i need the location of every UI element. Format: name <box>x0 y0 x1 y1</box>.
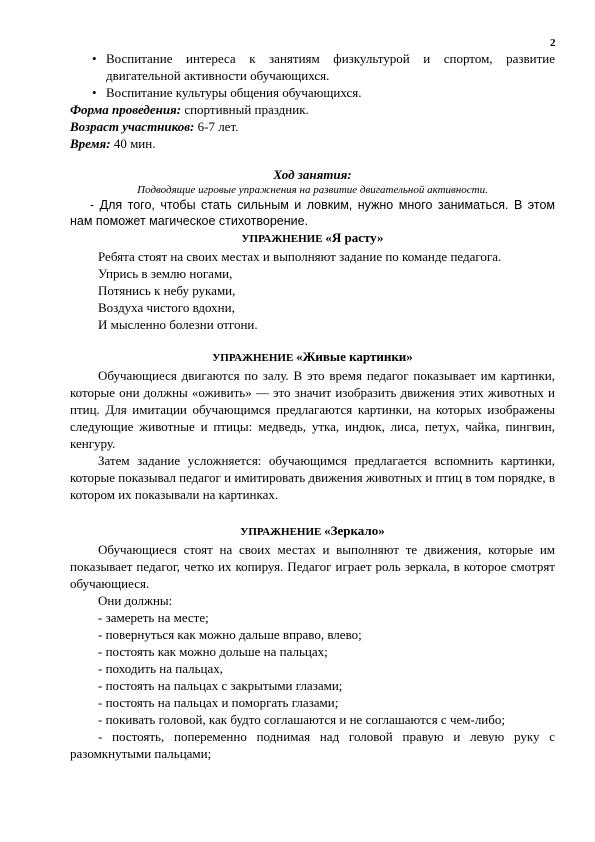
time-label: Время: <box>70 136 111 151</box>
exercise-name: «Я расту» <box>325 230 384 245</box>
form-label: Форма проведения: <box>70 102 182 117</box>
page-body <box>70 50 555 762</box>
lesson-subtitle: Подводящие игровые упражнения на развитие двигательной активности. <box>137 184 488 196</box>
age-line <box>70 118 555 135</box>
age-value: 6-7 лет. <box>194 119 239 134</box>
list-item: - походить на пальцах, <box>98 661 223 676</box>
intro-paragraph: - Для того, чтобы стать сильным и ловким, нужно много заниматься. В этом нам поможет магическое стихотворение. <box>70 198 555 228</box>
bullet-item <box>70 84 555 101</box>
poem-line: Воздуха чистого вдохни, <box>98 300 235 315</box>
poem-line: Потянись к небу руками, <box>98 283 236 298</box>
list-item: - постоять на пальцах и поморгать глазами; <box>98 695 339 710</box>
exercise-3-must: Они должны: <box>98 593 173 608</box>
list-item: - покивать головой, как будто соглашаются и не соглашаются с чем-либо; <box>98 712 505 727</box>
exercise-2-heading <box>70 348 555 367</box>
form-value: спортивный праздник. <box>181 102 309 117</box>
bullet-icon: • <box>92 51 97 66</box>
list-item-last: - постоять, попеременно поднимая над головой правую и левую руку с разомкнутыми пальцами; <box>70 729 555 761</box>
page-number: 2 <box>550 37 556 49</box>
list-item: - повернуться как можно дальше вправо, влево; <box>98 627 362 642</box>
bullet-text: Воспитание интереса к занятиям физкультурой и спортом, развитие двигательной активности обучающихся. <box>106 51 555 83</box>
time-line <box>70 135 555 152</box>
exercise-2-paragraph: Затем задание усложняется: обучающимся предлагается вспомнить картинки, которые показывал педагог и имитировать движения животных и птиц в том порядке, в котором их показывали на картинках. <box>70 453 555 502</box>
exercise-1-heading <box>70 229 555 248</box>
bullet-item <box>70 50 555 84</box>
exercise-name: «Живые картинки» <box>296 349 413 364</box>
lesson-title: Ход занятия: <box>273 167 352 182</box>
poem-line: И мысленно болезни отгони. <box>98 317 258 332</box>
exercise-3-paragraph: Обучающиеся стоят на своих местах и выполняют те движения, которые им показывает педагог, четко их копируя. Педагог играет роль зеркала, в которое смотрят обучающиеся. <box>70 542 555 591</box>
poem-line: Упрись в землю ногами, <box>98 266 233 281</box>
exercise-name: «Зеркало» <box>324 523 385 538</box>
list-item: - постоять как можно дольше на пальцах; <box>98 644 328 659</box>
list-item: - замереть на месте; <box>98 610 209 625</box>
time-value: 40 мин. <box>110 136 156 151</box>
exercise-1-instruction: Ребята стоят на своих местах и выполняют задание по команде педагога. <box>98 249 502 264</box>
form-line <box>70 101 555 118</box>
exercise-prefix: УПРАЖНЕНИЕ <box>212 352 297 364</box>
exercise-prefix: УПРАЖНЕНИЕ <box>240 526 325 538</box>
list-item: - постоять на пальцах с закрытыми глазами; <box>98 678 343 693</box>
exercise-prefix: УПРАЖНЕНИЕ <box>241 233 326 245</box>
exercise-2-paragraph: Обучающиеся двигаются по залу. В это время педагог показывает им картинки, которые они должны «оживить» — это значит изобразить движения этих животных и птиц. Для имитации обучающимся предлагаются картинки, на которых изображены следующие животные и птицы: медведь, утка, индюк, лиса, петух, чайка, пингвин, кенгуру. <box>70 368 555 451</box>
bullet-text: Воспитание культуры общения обучающихся. <box>106 85 362 100</box>
exercise-3-heading <box>70 522 555 541</box>
bullet-icon: • <box>92 85 97 100</box>
age-label: Возраст участников: <box>70 119 195 134</box>
